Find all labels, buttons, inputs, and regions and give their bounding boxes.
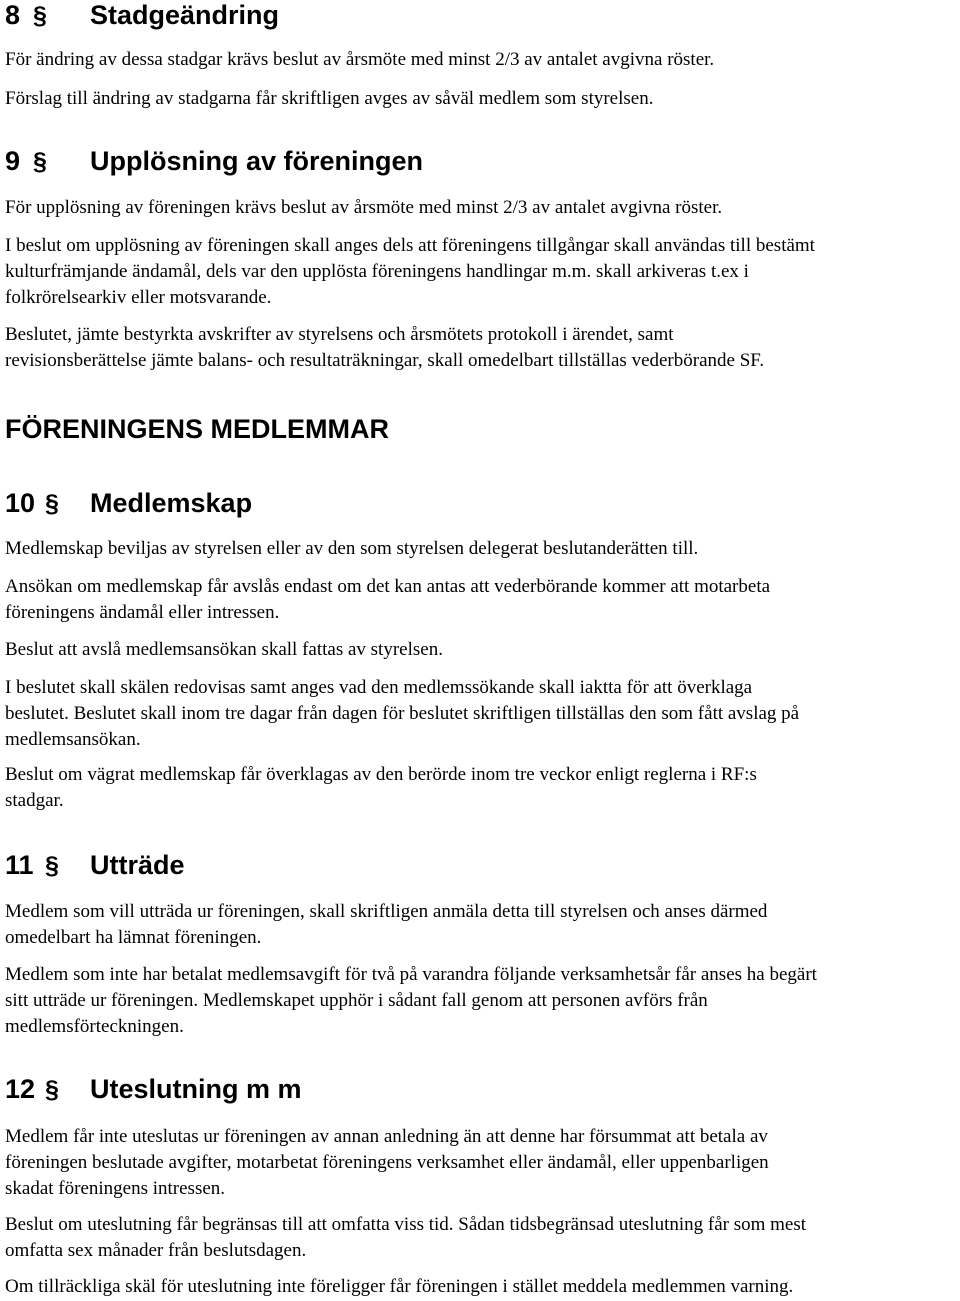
section-number: 12 [5,1074,36,1104]
section-number: 8 [5,0,21,30]
section-8-paragraph-2: Förslag till ändring av stadgarna får skriftligen avges av såväl medlem som styrelsen. [5,88,654,109]
section-number: 9 [5,146,21,176]
section-9-paragraph-3: Beslutet, jämte bestyrkta avskrifter av styrelsens och årsmötets protokoll i ärendet, samt revisionsberättelse jämte balans- och resultaträkningar, skall omedelbart tillställas vederbörande SF. [5,324,765,371]
section-title: Uteslutning m m [90,1074,302,1104]
section-10-paragraph-4: I beslutet skall skälen redovisas samt anges vad den medlemssökande skall iaktta för att överklaga beslutet. Beslutet skall inom tre dagar från dagen för beslutet skriftligen tillställas den som fått avslag på medlemsansökan. [5,677,800,750]
section-10-paragraph-2: Ansökan om medlemskap får avslås endast om det kan antas att vederbörande kommer att motarbeta föreningens ändamål eller intressen. [5,576,771,623]
section-sign: § [45,852,59,880]
section-title: Upplösning av föreningen [90,146,424,176]
group-heading: FÖRENINGENS MEDLEMMAR [5,414,389,444]
section-9-paragraph-1: För upplösning av föreningen krävs beslut av årsmöte med minst 2/3 av antalet avgivna röster. [5,197,723,218]
section-title: Medlemskap [90,488,253,518]
section-10-paragraph-1: Medlemskap beviljas av styrelsen eller av den som styrelsen delegerat beslutanderätten till. [5,538,699,559]
section-11-paragraph-2: Medlem som inte har betalat medlemsavgift för två på varandra följande verksamhetsår får anses ha begärt sitt utträde ur föreningen. Medlemskapet upphör i sådant fall genom att personen avförs från medlemsförteckningen. [5,964,817,1037]
section-8-paragraph-1: För ändring av dessa stadgar krävs beslut av årsmöte med minst 2/3 av antalet avgivna röster. [5,49,715,70]
section-number: 11 [5,850,34,880]
section-12-heading [5,1074,302,1105]
section-11-heading [5,850,185,881]
section-10-heading [5,488,252,519]
section-11-paragraph-1: Medlem som vill utträda ur föreningen, skall skriftligen anmäla detta till styrelsen och anses därmed omedelbart ha lämnat föreningen. [5,901,768,948]
section-12-paragraph-1: Medlem får inte uteslutas ur föreningen av annan anledning än att denne har försummat att betala av föreningen beslutade avgifter, motarbetat föreningens verksamhet eller ändamål, eller uppenbarligen skadat föreningens intressen. [5,1126,769,1199]
section-9-heading [5,146,423,177]
section-8-heading [5,0,279,31]
section-sign: § [45,1076,59,1104]
section-sign: § [33,2,47,30]
section-9-paragraph-2: I beslut om upplösning av föreningen skall anges dels att föreningens tillgångar skall användas till bestämt kulturfrämjande ändamål, dels var den upplösta föreningens handlingar m.m. skall arkiveras t.ex i folkrörelsearkiv eller motsvarande. [5,235,815,308]
section-10-paragraph-3: Beslut att avslå medlemsansökan skall fattas av styrelsen. [5,639,443,660]
section-title: Utträde [90,850,185,880]
section-number: 10 [5,488,36,518]
section-12-paragraph-3: Om tillräckliga skäl för uteslutning inte föreligger får föreningen i stället meddela medlemmen varning. [5,1276,794,1297]
section-sign: § [45,490,59,518]
section-12-paragraph-2: Beslut om uteslutning får begränsas till att omfatta viss tid. Sådan tidsbegränsad uteslutning får som mest omfatta sex månader från beslutsdagen. [5,1214,807,1261]
section-10-paragraph-5: Beslut om vägrat medlemskap får överklagas av den berörde inom tre veckor enligt reglerna i RF:s stadgar. [5,764,757,811]
section-sign: § [33,148,47,176]
section-title: Stadgeändring [90,0,280,30]
